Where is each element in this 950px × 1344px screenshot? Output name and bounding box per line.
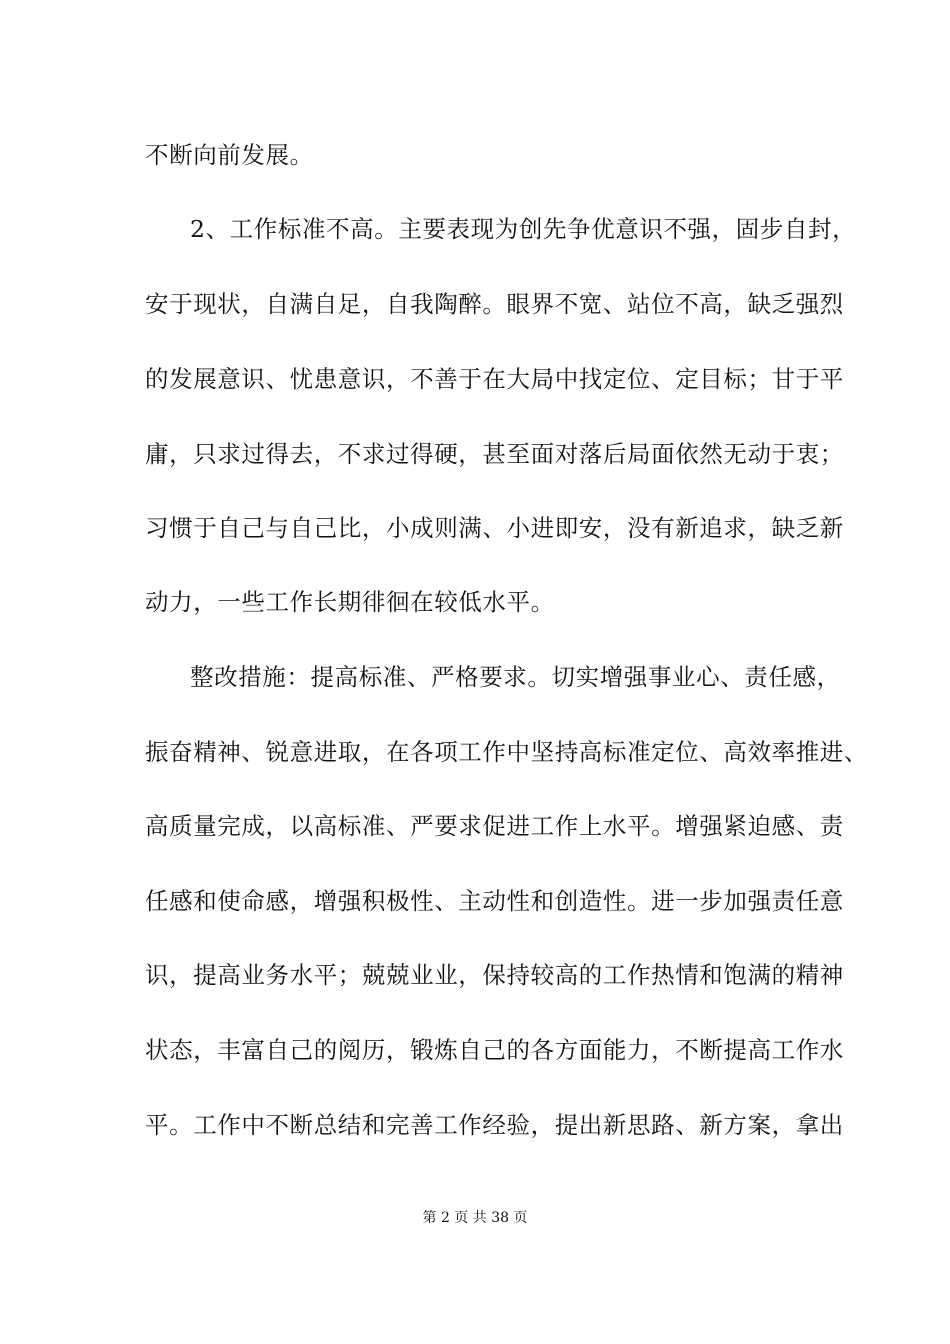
text-line: 不断向前发展。 bbox=[145, 141, 314, 169]
text-line: 整改措施：提高标准、严格要求。切实增强事业心、责任感， bbox=[190, 663, 841, 691]
text-line: 识，提高业务水平；兢兢业业，保持较高的工作热情和饱满的精神 bbox=[145, 961, 844, 989]
text-line: 习惯于自己与自己比，小成则满、小进即安，没有新追求，缺乏新 bbox=[145, 514, 844, 542]
text-line: 庸，只求过得去，不求过得硬，甚至面对落后局面依然无动于衷； bbox=[145, 440, 844, 468]
text-line: 的发展意识、忧患意识，不善于在大局中找定位、定目标；甘于平 bbox=[145, 365, 844, 393]
text-line: 平。工作中不断总结和完善工作经验，提出新思路、新方案，拿出 bbox=[145, 1111, 844, 1139]
page-footer bbox=[0, 1209, 950, 1227]
page-number: 第 2 页 共 38 页 bbox=[422, 1210, 528, 1226]
text-line: 安于现状，自满自足，自我陶醉。眼界不宽、站位不高，缺乏强烈 bbox=[145, 290, 844, 318]
text-line: 动力，一些工作长期徘徊在较低水平。 bbox=[145, 588, 555, 616]
text-line: 任感和使命感，增强积极性、主动性和创造性。进一步加强责任意 bbox=[145, 887, 844, 915]
text-line: 振奋精神、锐意进取，在各项工作中坚持高标准定位、高效率推进、 bbox=[145, 738, 868, 766]
text-line: 2、工作标准不高。主要表现为创先争优意识不强，固步自封， bbox=[190, 215, 857, 243]
text-line: 状态，丰富自己的阅历，锻炼自己的各方面能力，不断提高工作水 bbox=[145, 1036, 844, 1064]
text-line: 高质量完成，以高标准、严要求促进工作上水平。增强紧迫感、责 bbox=[145, 812, 844, 840]
